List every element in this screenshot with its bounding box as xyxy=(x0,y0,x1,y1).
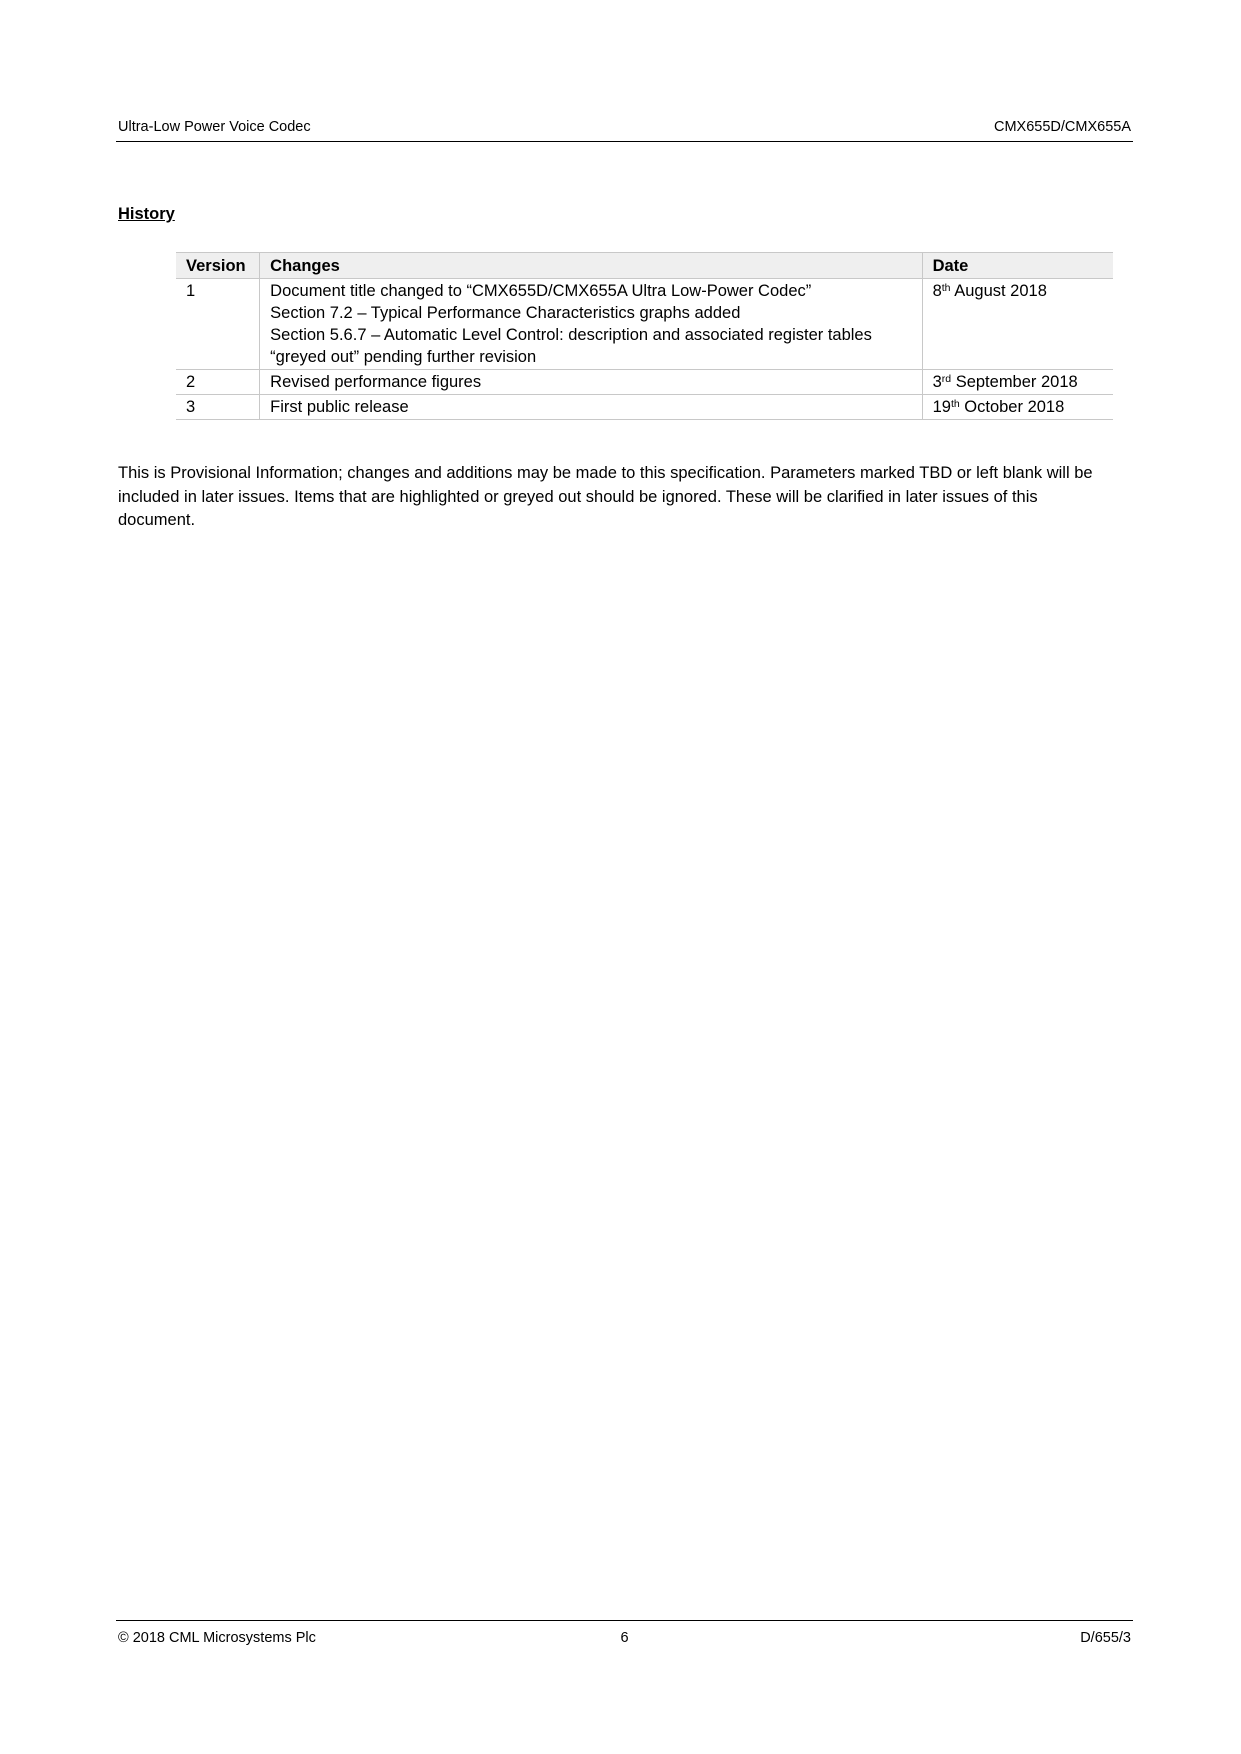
date-month-year: September 2018 xyxy=(951,373,1078,391)
header-product-name: Ultra-Low Power Voice Codec xyxy=(118,119,311,135)
table-row xyxy=(176,370,1113,395)
page-header xyxy=(116,116,1133,142)
change-line: First public release xyxy=(270,398,409,416)
change-line: Revised performance figures xyxy=(270,373,482,391)
date-month-year: August 2018 xyxy=(950,282,1047,300)
header-part-number: CMX655D/CMX655A xyxy=(994,119,1131,135)
date-ordinal-suffix: rd xyxy=(941,373,952,385)
change-line: Section 7.2 – Typical Performance Characteristics graphs added xyxy=(270,304,741,322)
changes-cell xyxy=(260,395,922,420)
section-title-history: History xyxy=(118,205,175,223)
date-day: 8 xyxy=(932,282,942,300)
footer-copyright: © 2018 CML Microsystems Plc xyxy=(118,1630,316,1646)
date-cell xyxy=(922,279,1113,370)
table-row xyxy=(176,279,1113,370)
history-table xyxy=(176,252,1113,420)
changes-cell xyxy=(260,370,922,395)
date-day: 3 xyxy=(932,373,942,391)
column-header-version: Version xyxy=(176,253,260,279)
version-cell: 3 xyxy=(176,395,260,420)
table-row xyxy=(176,395,1113,420)
date-day: 19 xyxy=(932,398,951,416)
column-header-date: Date xyxy=(922,253,1113,279)
table-header-row xyxy=(176,253,1113,279)
version-cell: 2 xyxy=(176,370,260,395)
changes-cell xyxy=(260,279,922,370)
date-cell xyxy=(922,370,1113,395)
date-ordinal-suffix: th xyxy=(941,282,951,294)
change-line: “greyed out” pending further revision xyxy=(270,348,537,366)
change-line: Document title changed to “CMX655D/CMX655A Ultra Low-Power Codec” xyxy=(270,282,812,300)
footer-document-number: D/655/3 xyxy=(1080,1630,1131,1646)
date-month-year: October 2018 xyxy=(959,398,1065,416)
page-footer xyxy=(116,1620,1133,1646)
provisional-information-paragraph: This is Provisional Information; changes and additions may be made to this specification. Parameters marked TBD or left blank will be included in later issues. Items that are highlighted or greyed out should be ignored. These will be clarified in later issues of this document. xyxy=(118,464,1093,529)
date-cell xyxy=(922,395,1113,420)
change-line: Section 5.6.7 – Automatic Level Control: description and associated register tables xyxy=(270,326,872,344)
date-ordinal-suffix: th xyxy=(950,398,960,410)
column-header-changes: Changes xyxy=(260,253,922,279)
version-cell: 1 xyxy=(176,279,260,370)
footer-page-number: 6 xyxy=(620,1630,629,1646)
